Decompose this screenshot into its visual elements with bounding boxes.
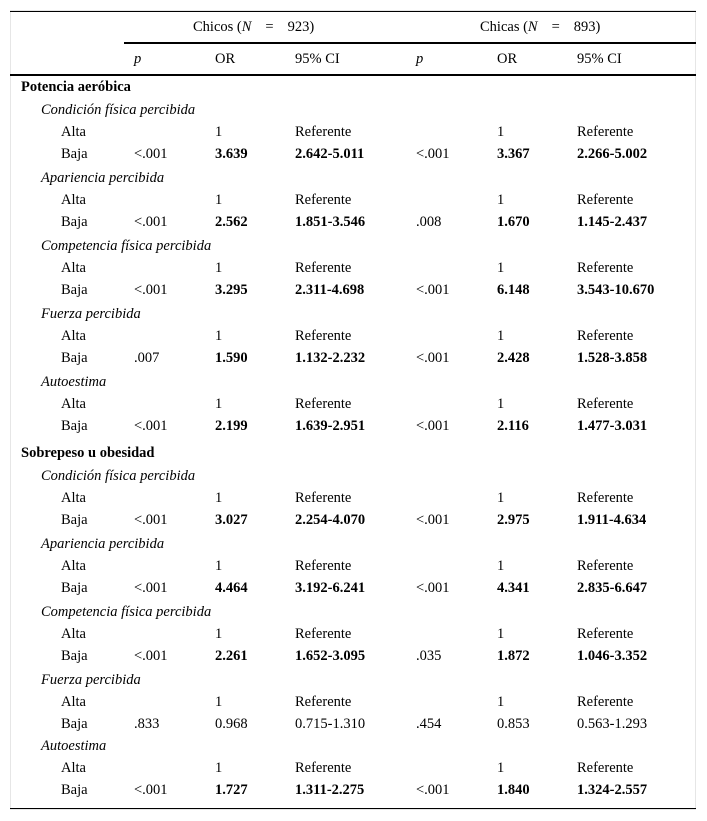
- chicos-or-cell: 1: [215, 558, 223, 574]
- chicas-or-cell: 1: [497, 192, 505, 208]
- chicas-or-cell: 6.148: [497, 282, 530, 298]
- chicas-p-cell: <.001: [416, 782, 450, 798]
- row-label: Alta: [61, 558, 86, 574]
- chicas-ci-cell: 1.477-3.031: [577, 418, 648, 434]
- chicos-p-cell: <.001: [134, 418, 168, 434]
- chicas-ci-cell: Referente: [577, 558, 634, 574]
- chicos-or-cell: 2.261: [215, 648, 248, 664]
- chicos-or-cell: 4.464: [215, 580, 248, 596]
- chicos-p-cell: .007: [134, 350, 160, 366]
- chicas-or-cell: 1: [497, 558, 505, 574]
- chicos-p-cell: <.001: [134, 282, 168, 298]
- chicos-ci-cell: 3.192-6.241: [295, 580, 366, 596]
- chicas-ci-cell: 1.145-2.437: [577, 214, 648, 230]
- top-rule: [10, 11, 696, 12]
- chicos-p-cell: <.001: [134, 512, 168, 528]
- bottom-rule: [10, 808, 696, 809]
- chicos-ci-cell: Referente: [295, 490, 352, 506]
- col-or-chicas: OR: [497, 51, 518, 67]
- chicas-or-cell: 1: [497, 626, 505, 642]
- row-label: Baja: [61, 512, 88, 528]
- group-title: Apariencia percibida: [41, 536, 165, 552]
- chicas-or-cell: 1.670: [497, 214, 530, 230]
- chicas-p-cell: .454: [416, 716, 442, 732]
- row-label: Baja: [61, 350, 88, 366]
- chicos-or-cell: 2.199: [215, 418, 248, 434]
- chicos-ci-cell: 1.639-2.951: [295, 418, 366, 434]
- chicos-or-cell: 3.639: [215, 146, 248, 162]
- row-label: Baja: [61, 146, 88, 162]
- group-title: Competencia física percibida: [41, 238, 212, 254]
- chicas-ci-cell: Referente: [577, 626, 634, 642]
- chicas-or-cell: 1: [497, 396, 505, 412]
- col-ci-chicas: 95% CI: [577, 51, 622, 67]
- chicas-ci-cell: Referente: [577, 124, 634, 140]
- chicos-ci-cell: 2.642-5.011: [295, 146, 365, 162]
- chicas-or-cell: 1: [497, 694, 505, 710]
- chicos-or-cell: 1: [215, 760, 223, 776]
- chicas-equals: =: [551, 19, 560, 35]
- chicos-equals: =: [265, 19, 274, 35]
- chicas-ci-cell: Referente: [577, 490, 634, 506]
- row-label: Alta: [61, 694, 86, 710]
- chicos-or-cell: 1: [215, 328, 223, 344]
- group-title: Competencia física percibida: [41, 604, 212, 620]
- chicas-ci-cell: 2.835-6.647: [577, 580, 648, 596]
- group-title: Condición física percibida: [41, 102, 196, 118]
- section-title: Potencia aeróbica: [21, 79, 131, 95]
- chicos-p-cell: <.001: [134, 214, 168, 230]
- row-label: Baja: [61, 716, 88, 732]
- chicos-ci-cell: 1.311-2.275: [295, 782, 365, 798]
- group-title: Autoestima: [41, 374, 107, 390]
- chicas-or-cell: 1: [497, 260, 505, 276]
- chicos-or-cell: 1.727: [215, 782, 248, 798]
- chicos-or-cell: 1: [215, 192, 223, 208]
- row-label: Alta: [61, 192, 86, 208]
- chicas-ci-cell: 3.543-10.670: [577, 282, 655, 298]
- section-title: Sobrepeso u obesidad: [21, 445, 155, 461]
- chicas-ci-cell: 1.528-3.858: [577, 350, 648, 366]
- chicos-ci-cell: 0.715-1.310: [295, 716, 366, 732]
- chicas-ci-cell: Referente: [577, 694, 634, 710]
- chicas-p-cell: .035: [416, 648, 442, 664]
- chicos-or-cell: 1: [215, 626, 223, 642]
- row-label: Alta: [61, 328, 86, 344]
- chicas-or-cell: 2.428: [497, 350, 530, 366]
- col-or-chicos: OR: [215, 51, 236, 67]
- col-p-chicos: p: [134, 51, 142, 67]
- chicos-or-cell: 1: [215, 260, 223, 276]
- chicos-p-cell: <.001: [134, 648, 168, 664]
- row-label: Baja: [61, 282, 88, 298]
- row-label: Baja: [61, 214, 88, 230]
- chicos-label: Chicos (: [193, 19, 242, 35]
- chicos-or-cell: 3.295: [215, 282, 248, 298]
- header-group-rule: [124, 42, 696, 44]
- chicas-p-cell: <.001: [416, 512, 450, 528]
- chicos-p-cell: <.001: [134, 146, 168, 162]
- chicas-p-cell: <.001: [416, 146, 450, 162]
- chicos-or-cell: 1: [215, 396, 223, 412]
- chicos-or-cell: 0.968: [215, 716, 248, 732]
- chicos-ci-cell: Referente: [295, 694, 352, 710]
- chicos-p-cell: <.001: [134, 782, 168, 798]
- group-title: Apariencia percibida: [41, 170, 165, 186]
- chicas-p-cell: <.001: [416, 580, 450, 596]
- chicos-ci-cell: Referente: [295, 558, 352, 574]
- row-label: Baja: [61, 418, 88, 434]
- chicas-p-cell: <.001: [416, 418, 450, 434]
- chicos-ci-cell: Referente: [295, 760, 352, 776]
- chicos-ci-cell: 1.851-3.546: [295, 214, 366, 230]
- chicas-p-cell: .008: [416, 214, 442, 230]
- chicos-ci-cell: Referente: [295, 260, 352, 276]
- chicos-or-cell: 1: [215, 490, 223, 506]
- chicos-or-cell: 3.027: [215, 512, 248, 528]
- chicas-label: Chicas (: [480, 19, 528, 35]
- chicas-or-cell: 0.853: [497, 716, 530, 732]
- chicas-ci-cell: 1.324-2.557: [577, 782, 648, 798]
- chicas-header: [480, 18, 600, 36]
- chicas-ci-cell: 0.563-1.293: [577, 716, 648, 732]
- chicos-or-cell: 1: [215, 124, 223, 140]
- chicas-p-cell: <.001: [416, 282, 450, 298]
- chicas-ci-cell: Referente: [577, 396, 634, 412]
- chicas-n-value: 893): [573, 19, 601, 35]
- group-title: Autoestima: [41, 738, 107, 754]
- row-label: Baja: [61, 782, 88, 798]
- row-label: Alta: [61, 124, 86, 140]
- chicas-ci-cell: Referente: [577, 192, 634, 208]
- chicos-n-value: 923): [287, 19, 315, 35]
- group-title: Condición física percibida: [41, 468, 196, 484]
- chicas-ci-cell: 1.046-3.352: [577, 648, 648, 664]
- group-title: Fuerza percibida: [41, 306, 141, 322]
- chicas-ci-cell: 2.266-5.002: [577, 146, 648, 162]
- row-label: Baja: [61, 648, 88, 664]
- chicos-ci-cell: Referente: [295, 328, 352, 344]
- row-label: Alta: [61, 260, 86, 276]
- chicas-or-cell: 1: [497, 328, 505, 344]
- chicas-or-cell: 3.367: [497, 146, 530, 162]
- chicas-or-cell: 1.840: [497, 782, 530, 798]
- chicos-ci-cell: Referente: [295, 626, 352, 642]
- chicos-or-cell: 1: [215, 694, 223, 710]
- chicas-or-cell: 1: [497, 124, 505, 140]
- chicos-ci-cell: Referente: [295, 124, 352, 140]
- chicos-p-cell: <.001: [134, 580, 168, 596]
- group-title: Fuerza percibida: [41, 672, 141, 688]
- row-label: Alta: [61, 626, 86, 642]
- chicas-or-cell: 2.975: [497, 512, 530, 528]
- chicas-or-cell: 4.341: [497, 580, 530, 596]
- row-label: Alta: [61, 490, 86, 506]
- col-ci-chicos: 95% CI: [295, 51, 340, 67]
- col-p-chicas: p: [416, 51, 424, 67]
- chicos-ci-cell: 1.652-3.095: [295, 648, 366, 664]
- chicas-n-symbol: N: [527, 19, 538, 35]
- chicas-ci-cell: Referente: [577, 760, 634, 776]
- chicas-p-cell: <.001: [416, 350, 450, 366]
- chicos-ci-cell: Referente: [295, 192, 352, 208]
- chicos-header: [193, 18, 314, 36]
- chicos-p-cell: .833: [134, 716, 160, 732]
- row-label: Alta: [61, 396, 86, 412]
- chicos-ci-cell: 2.311-4.698: [295, 282, 365, 298]
- header-bottom-rule: [10, 74, 696, 76]
- chicos-ci-cell: 1.132-2.232: [295, 350, 366, 366]
- row-label: Baja: [61, 580, 88, 596]
- chicas-ci-cell: Referente: [577, 260, 634, 276]
- chicas-or-cell: 1.872: [497, 648, 530, 664]
- chicos-ci-cell: Referente: [295, 396, 352, 412]
- chicas-or-cell: 2.116: [497, 418, 529, 434]
- chicos-or-cell: 1.590: [215, 350, 248, 366]
- row-label: Alta: [61, 760, 86, 776]
- chicos-ci-cell: 2.254-4.070: [295, 512, 366, 528]
- chicos-or-cell: 2.562: [215, 214, 248, 230]
- chicas-or-cell: 1: [497, 760, 505, 776]
- chicos-n-symbol: N: [241, 19, 252, 35]
- chicas-ci-cell: Referente: [577, 328, 634, 344]
- chicas-or-cell: 1: [497, 490, 505, 506]
- chicas-ci-cell: 1.911-4.634: [577, 512, 647, 528]
